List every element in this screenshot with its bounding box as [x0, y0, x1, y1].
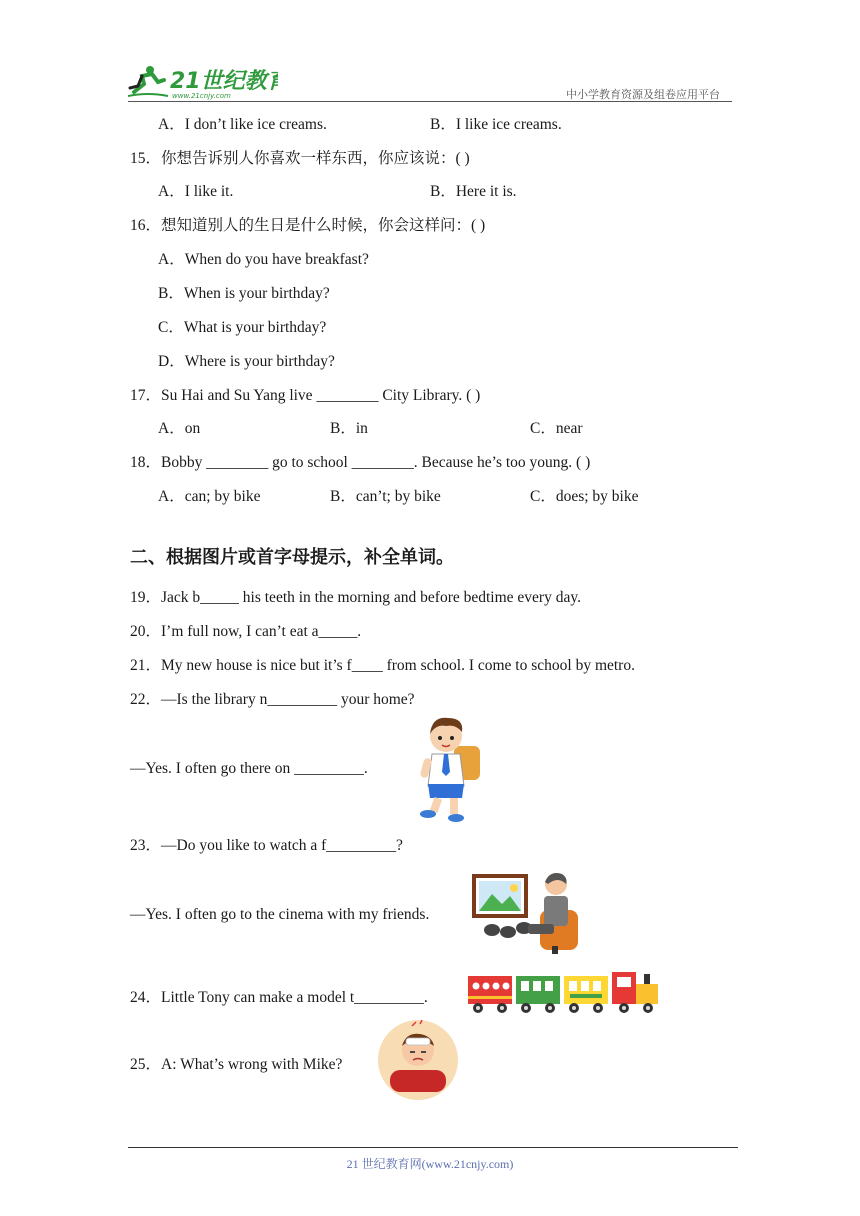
section-title: 二、根据图片或首字母提示，补全单词。 [130, 547, 454, 568]
q15-option-b: B．Here it is. [430, 183, 517, 200]
logo-url: www.21cnjy.com [172, 92, 231, 100]
q16-option-c: C．What is your birthday? [158, 319, 327, 336]
q17-option-b: B．in [330, 420, 368, 437]
footer-divider [128, 1147, 738, 1148]
q18-option-a: A．can; by bike [158, 488, 261, 505]
q16-option-d: D．Where is your birthday? [158, 353, 335, 370]
q17-option-a: A．on [158, 420, 201, 437]
q18-option-c: C．does; by bike [530, 488, 639, 505]
q23-line1: 23．—Do you like to watch a f_________? [130, 837, 403, 854]
q14-option-a: A．I don’t like ice creams. [158, 116, 327, 133]
q22-line1: 22．—Is the library n_________ your home? [130, 691, 415, 708]
q22-line2: —Yes. I often go there on _________. [130, 760, 368, 777]
sick-boy-illustration [376, 1020, 460, 1102]
q20-text: 20．I’m full now, I can’t eat a_____. [130, 623, 362, 640]
q21-text: 21．My new house is nice but it’s f____ from school. I come to school by metro. [130, 657, 635, 674]
q24-text: 24．Little Tony can make a model t_________. [130, 989, 428, 1006]
toy-train-illustration [466, 968, 662, 1016]
q15-option-a: A．I like it. [158, 183, 234, 200]
q16-option-b: B．When is your birthday? [158, 285, 330, 302]
boy-walking-illustration [412, 712, 490, 824]
q17-stem: 17．Su Hai and Su Yang live ________ City Library. ( ) [130, 387, 481, 404]
q18-stem: 18．Bobby ________ go to school ________. Because he’s too young. ( ) [130, 454, 591, 471]
q16-option-a: A．When do you have breakfast? [158, 251, 369, 268]
q17-option-c: C．near [530, 420, 583, 437]
q16-stem: 16．想知道别人的生日是什么时候，你会这样问：( ) [130, 217, 486, 234]
header-divider [128, 101, 732, 102]
runner-icon [128, 66, 168, 96]
footer-text: 21 世纪教育网(www.21cnjy.com) [346, 1157, 514, 1171]
site-logo [128, 62, 278, 102]
q15-stem: 15．你想告诉别人你喜欢一样东西，你应该说：( ) [130, 150, 470, 167]
q14-option-b: B．I like ice creams. [430, 116, 562, 133]
q18-option-b: B．can’t; by bike [330, 488, 441, 505]
platform-label: 中小学教育资源及组卷应用平台 [566, 88, 720, 101]
cinema-illustration [470, 866, 584, 956]
q25-text: 25．A: What’s wrong with Mike? [130, 1056, 343, 1073]
logo-text: 21世纪教育 [170, 69, 278, 94]
q23-line2: —Yes. I often go to the cinema with my friends. [130, 906, 430, 923]
q19-text: 19．Jack b_____ his teeth in the morning and before bedtime every day. [130, 589, 581, 606]
